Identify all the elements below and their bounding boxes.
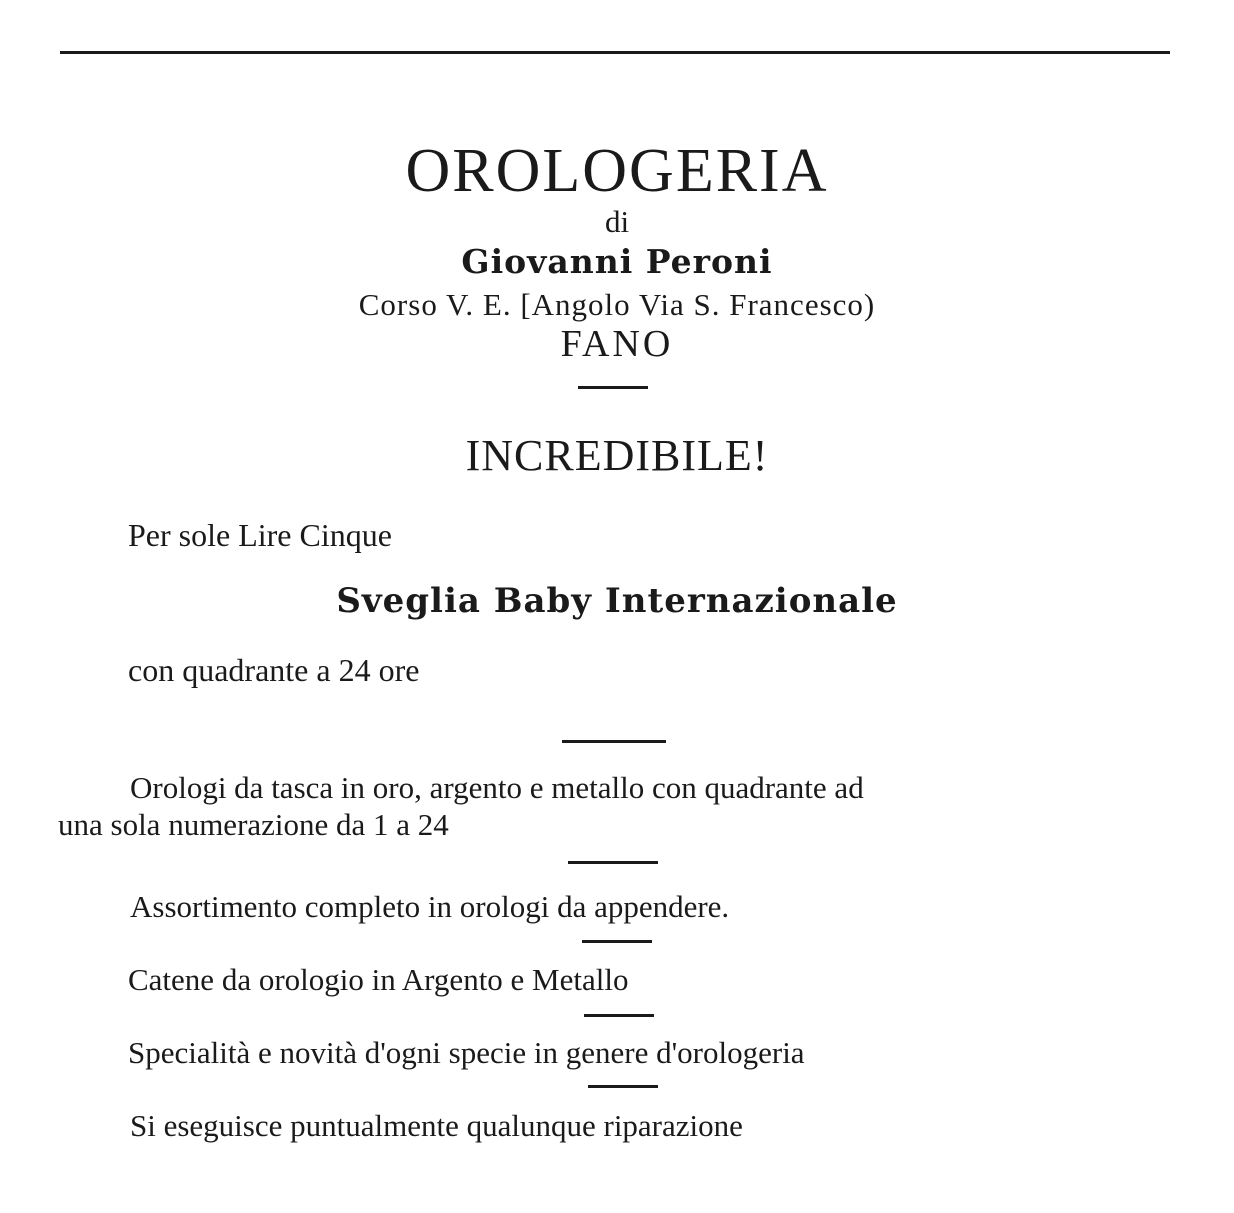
headline: INCREDIBILE! [465, 431, 769, 480]
repairs-line: Si eseguisce puntualmente qualunque riparazione [130, 1108, 743, 1143]
price-line: Per sole Lire Cinque [128, 517, 392, 553]
novelties-line: Specialità e novità d'ogni specie in genere d'orologeria [128, 1035, 805, 1070]
proprietor-name: Giovanni Peroni [461, 242, 773, 281]
divider-rule [584, 1014, 654, 1017]
divider-rule [588, 1085, 658, 1088]
divider-rule [568, 861, 658, 864]
product-name: Sveglia Baby Internazionale [336, 581, 898, 621]
divider-rule [582, 940, 652, 943]
chains-line: Catene da orologio in Argento e Metallo [128, 962, 629, 997]
pocket-watches-line-1: Orologi da tasca in oro, argento e metallo con quadrante ad [130, 770, 864, 805]
shop-title: OROLOGERIA [405, 137, 829, 205]
divider-rule [578, 386, 648, 389]
product-feature: con quadrante a 24 ore [128, 652, 420, 688]
shop-city: FANO [560, 323, 674, 365]
top-rule [60, 51, 1170, 54]
wall-clocks-line: Assortimento completo in orologi da appendere. [130, 889, 730, 924]
divider-rule [562, 740, 666, 743]
title-preposition: di [604, 204, 630, 239]
shop-address: Corso V. E. [Angolo Via S. Francesco) [358, 287, 876, 322]
pocket-watches-line-2: una sola numerazione da 1 a 24 [58, 807, 449, 842]
